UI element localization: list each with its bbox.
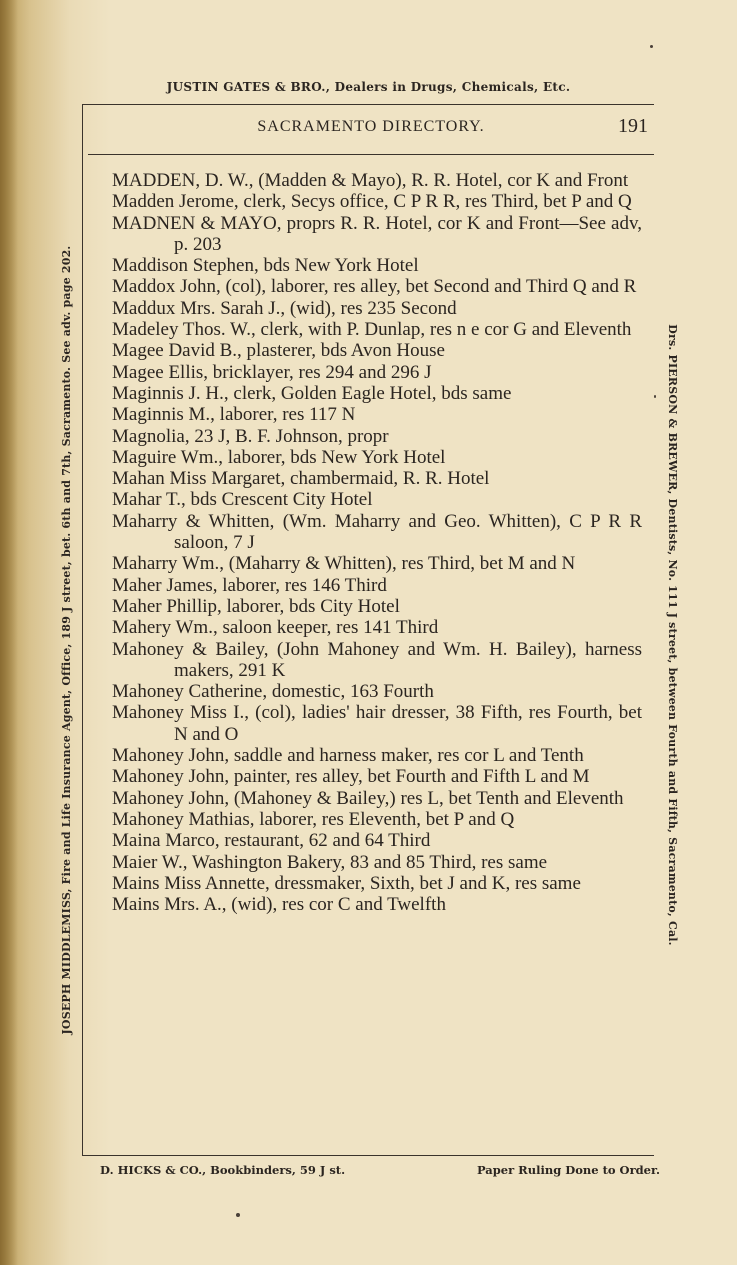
- directory-entry: Mahoney & Bailey, (John Mahoney and Wm. H. Bailey), harness makers, 291 K: [112, 638, 642, 681]
- directory-entry: Mahoney Catherine, domestic, 163 Fourth: [112, 681, 434, 703]
- bottom-ad-paper-ruling: Paper Ruling Done to Order.: [476, 1163, 660, 1177]
- directory-entry: MADDEN, D. W., (Madden & Mayo), R. R. Hotel, cor K and Front: [112, 170, 629, 191]
- directory-entry: Mahan Miss Margaret, chambermaid, R. R. Hotel: [112, 468, 490, 490]
- top-advertisement: JUSTIN GATES & BRO., Dealers in Drugs, Chemicals, Etc.: [166, 80, 571, 94]
- page-number: 191: [618, 115, 648, 137]
- directory-entry: Magnolia, 23 J, B. F. Johnson, propr: [112, 425, 389, 447]
- directory-entry: Mahoney John, (Mahoney & Bailey,) res L, bet Tenth and Eleventh: [112, 787, 624, 809]
- directory-entry: Mahoney John, saddle and harness maker, res cor L and Tenth: [112, 745, 584, 767]
- directory-entry: MADNEN & MAYO, proprs R. R. Hotel, cor K and Front—See adv, p. 203: [112, 212, 642, 255]
- directory-entry: Maguire Wm., laborer, bds New York Hotel: [112, 446, 446, 468]
- bottom-ad-bookbinders: D. HICKS & CO., Bookbinders, 59 J st.: [100, 1163, 346, 1177]
- directory-entries: [112, 170, 642, 915]
- directory-entry: Maier W., Washington Bakery, 83 and 85 Third, res same: [112, 851, 548, 873]
- directory-entry: Maginnis M., laborer, res 117 N: [112, 404, 356, 426]
- directory-entry: Maddux Mrs. Sarah J., (wid), res 235 Second: [112, 297, 457, 319]
- directory-entry: Mahoney Miss I., (col), ladies' hair dresser, 38 Fifth, res Fourth, bet N and O: [112, 702, 642, 745]
- paper-speck: [654, 395, 656, 398]
- left-margin-advertisement: JOSEPH MIDDLEMISS, Fire and Life Insurance Agent, Office, 189 J street, bet. 6th and 7th, Sacramento. See adv. page 202.: [60, 245, 73, 1035]
- right-margin-advertisement: Drs. PIERSON & BREWER, Dentists, No. 111 J street, between Fourth and Fifth, Sacramento, Cal.: [666, 324, 679, 946]
- directory-entry: Mahoney John, painter, res alley, bet Fourth and Fifth L and M: [112, 766, 590, 788]
- running-head: [88, 115, 654, 142]
- directory-entry: Maddox John, (col), laborer, res alley, bet Second and Third Q and R: [112, 276, 637, 298]
- page-title: SACRAMENTO DIRECTORY.: [257, 118, 485, 135]
- directory-entry: Magee Ellis, bricklayer, res 294 and 296 J: [112, 361, 432, 383]
- header-rule: [88, 154, 654, 155]
- directory-entry: Maginnis J. H., clerk, Golden Eagle Hotel, bds same: [112, 382, 512, 404]
- directory-entry: Maharry & Whitten, (Wm. Maharry and Geo. Whitten), C P R R saloon, 7 J: [112, 510, 642, 554]
- directory-entry: Maher James, laborer, res 146 Third: [112, 574, 387, 596]
- directory-entry: Madden Jerome, clerk, Secys office, C P R R, res Third, bet P and Q: [112, 191, 632, 213]
- directory-entry: Mahery Wm., saloon keeper, res 141 Third: [112, 617, 439, 639]
- paper-speck: [236, 1213, 240, 1217]
- paper-speck: [650, 45, 653, 48]
- directory-entry: Madeley Thos. W., clerk, with P. Dunlap, res n e cor G and Eleventh: [112, 319, 632, 341]
- directory-entry: Mains Mrs. A., (wid), res cor C and Twelfth: [112, 894, 446, 916]
- directory-entry: Maina Marco, restaurant, 62 and 64 Third: [112, 830, 431, 852]
- directory-entry: Magee David B., plasterer, bds Avon House: [112, 340, 445, 362]
- directory-entry: Maddison Stephen, bds New York Hotel: [112, 255, 419, 277]
- directory-entry: Mahoney Mathias, laborer, res Eleventh, bet P and Q: [112, 808, 515, 830]
- bottom-advertisement: [100, 1163, 660, 1177]
- directory-entry: Maharry Wm., (Maharry & Whitten), res Third, bet M and N: [112, 553, 576, 575]
- directory-entry: Mahar T., bds Crescent City Hotel: [112, 489, 373, 511]
- directory-entry: Mains Miss Annette, dressmaker, Sixth, bet J and K, res same: [112, 872, 581, 894]
- binding-shadow: [0, 0, 18, 1265]
- directory-entry: Maher Phillip, laborer, bds City Hotel: [112, 595, 400, 617]
